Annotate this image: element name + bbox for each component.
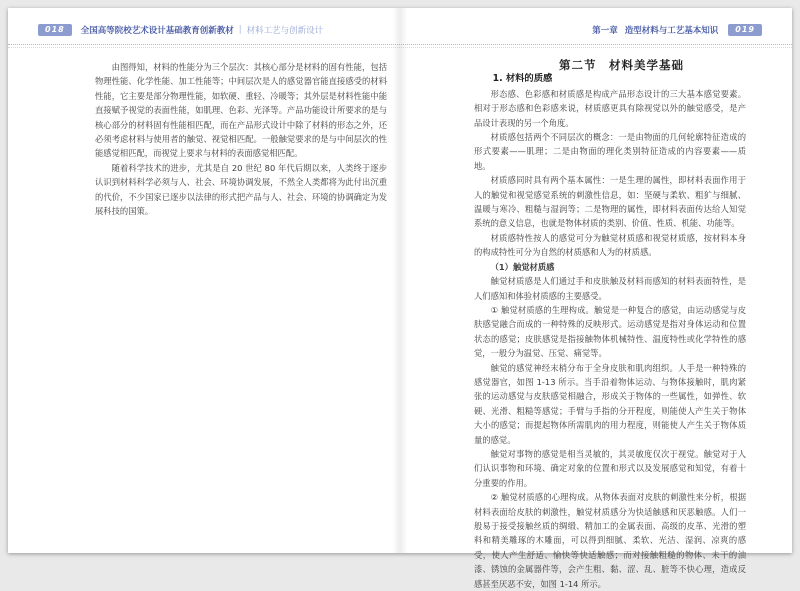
paragraph: 触觉对事物的感觉是相当灵敏的，其灵敏度仅次于视觉。触觉对于人们认识事物和环境、确定对象的位置和形式以及发展感觉和知觉，有着十分重要的作用。: [474, 448, 746, 488]
paragraph: 触觉材质感是人们通过手和皮肤触及材料而感知的材料表面特性，是人们感知和体验材质感的主要感受。: [474, 276, 746, 301]
page-left: [8, 8, 400, 553]
right-page-header: [592, 24, 762, 36]
paragraph: 材质感包括两个不同层次的概念：一是由物面的几何轮廓特征造成的形式要素——肌理；二是由物面的理化类别特征造成的内容要素——质地。: [474, 132, 746, 171]
page-right: [400, 8, 792, 589]
page-number-badge: 018: [38, 24, 72, 36]
series-title: 全国高等院校艺术设计基础教育创新教材: [80, 26, 234, 36]
paragraph: 材质感特性按人的感觉可分为触觉材质感和视觉材质感，按材料本身的构成特性可分为自然的材质感和人为的材质感。: [474, 232, 746, 258]
paragraph: 随着科学技术的进步，尤其是自 20 世纪 80 年代后期以来，人类终于逐步认识到材料科学必须与人、社会、环境协调发展，不然全人类都将为此付出沉重的代价，不少国家已逐步以法律的形式把产品与人、社会、环境的协调确定为发展科技的国策。: [95, 162, 387, 217]
paragraph: 由图得知，材料的性能分为三个层次：其核心部分是材料的固有性能，包括物理性能、化学性能、加工性能等；中间层次是人的感觉器官能直接感受的材料性能，它主要是部分物理性能，如软硬、重轻、冷暖等；其外层是材料性能中能直接赋予视觉的表面性能，如肌理、色彩、光泽等。产品功能设计所要求的是与核心部分的材料固有性能相匹配，而在产品形式设计中除了材料的形态之外，还必须考虑材料与使用者的触觉、视觉相匹配。一般触觉要求的是与中间层次的性能感觉相匹配，而视觉上要求与材料的表面感觉相匹配。: [95, 62, 387, 159]
right-page-body: [474, 58, 746, 591]
paragraph: ① 触觉材质感的生理构成。触觉是一种复合的感觉，由运动感觉与皮肤感觉融合而成的一种特殊的反映形式。运动感觉是指对身体运动和位置状态的感觉；皮肤感觉是指接触物体机械特性、温度特性或化学特性的感觉，一般分为温觉、压觉、痛觉等。: [474, 304, 746, 359]
paragraph: 形态感、色彩感和材质感是构成产品形态设计的三大基本感觉要素。相对于形态感和色彩感来说，材质感更具有除视觉以外的触觉感受，是产品设计表现的另一个角度。: [474, 88, 746, 128]
left-page-header: [38, 24, 323, 36]
chapter-title: 造型材料与工艺基本知识: [624, 26, 719, 36]
book-spread: [8, 8, 792, 589]
paragraph: ② 触觉材质感的心理构成。从物体表面对皮肤的刺激性来分析，根据材料表面给皮肤的刺激性，触觉材质感分为快适触感和厌恶触感。人们一般易于接受接触丝质的绸缎、精加工的金属表面、高级的皮革、光滑的塑料和精美雕琢的木雕面，可以得到细腻、柔软、光洁、湿润、凉爽的感受，使人产生舒适、愉快等快适触感；而对接触粗糙的物体、未干的油漆、锈蚀的金属器件等，会产生粗、黏、涩、乱、脏等不快心理，造成反感甚至厌恶不安，如图 1-14 所示。: [474, 492, 746, 589]
book-title: 材料工艺与创新设计: [246, 26, 324, 36]
chapter-label: 第一章: [592, 26, 618, 36]
sub-heading-tactile: （1）触觉材质感: [490, 261, 555, 272]
section-title: 第二节 材料美学基础: [559, 58, 684, 72]
left-page-body: [95, 60, 387, 218]
page-number-badge: 019: [728, 24, 762, 36]
subsection-heading: 1. 材料的质感: [492, 73, 553, 85]
paragraph: 材质感同时具有两个基本属性：一是生理的属性，即材料表面作用于人的触觉和视觉感觉系统的刺激性信息，如：坚硬与柔软、粗犷与细腻、温暖与寒冷、粗糙与湿润等；二是物理的属性，即材料表面传达给人知觉系统的意义信息，也就是物体材质的类别、价值、性质、机能、功能等。: [474, 175, 746, 229]
header-divider: |: [238, 25, 242, 35]
paragraph: 触觉的感觉神经末梢分布于全身皮肤和肌肉组织。人手是一种特殊的感觉器官，如图 1-13 所示。当手沿着物体运动、与物体接触时，肌肉紧张的运动感觉与皮肤感觉相融合，形成关于物体的一些属性，如弹性、软硬、光滑、粗糙等感觉；手臂与手指的分开程度，则能使人产生关于物体大小的感觉；而提起物体所需肌肉的用力程度，则能使人产生关于物体质量的感觉。: [474, 362, 746, 445]
